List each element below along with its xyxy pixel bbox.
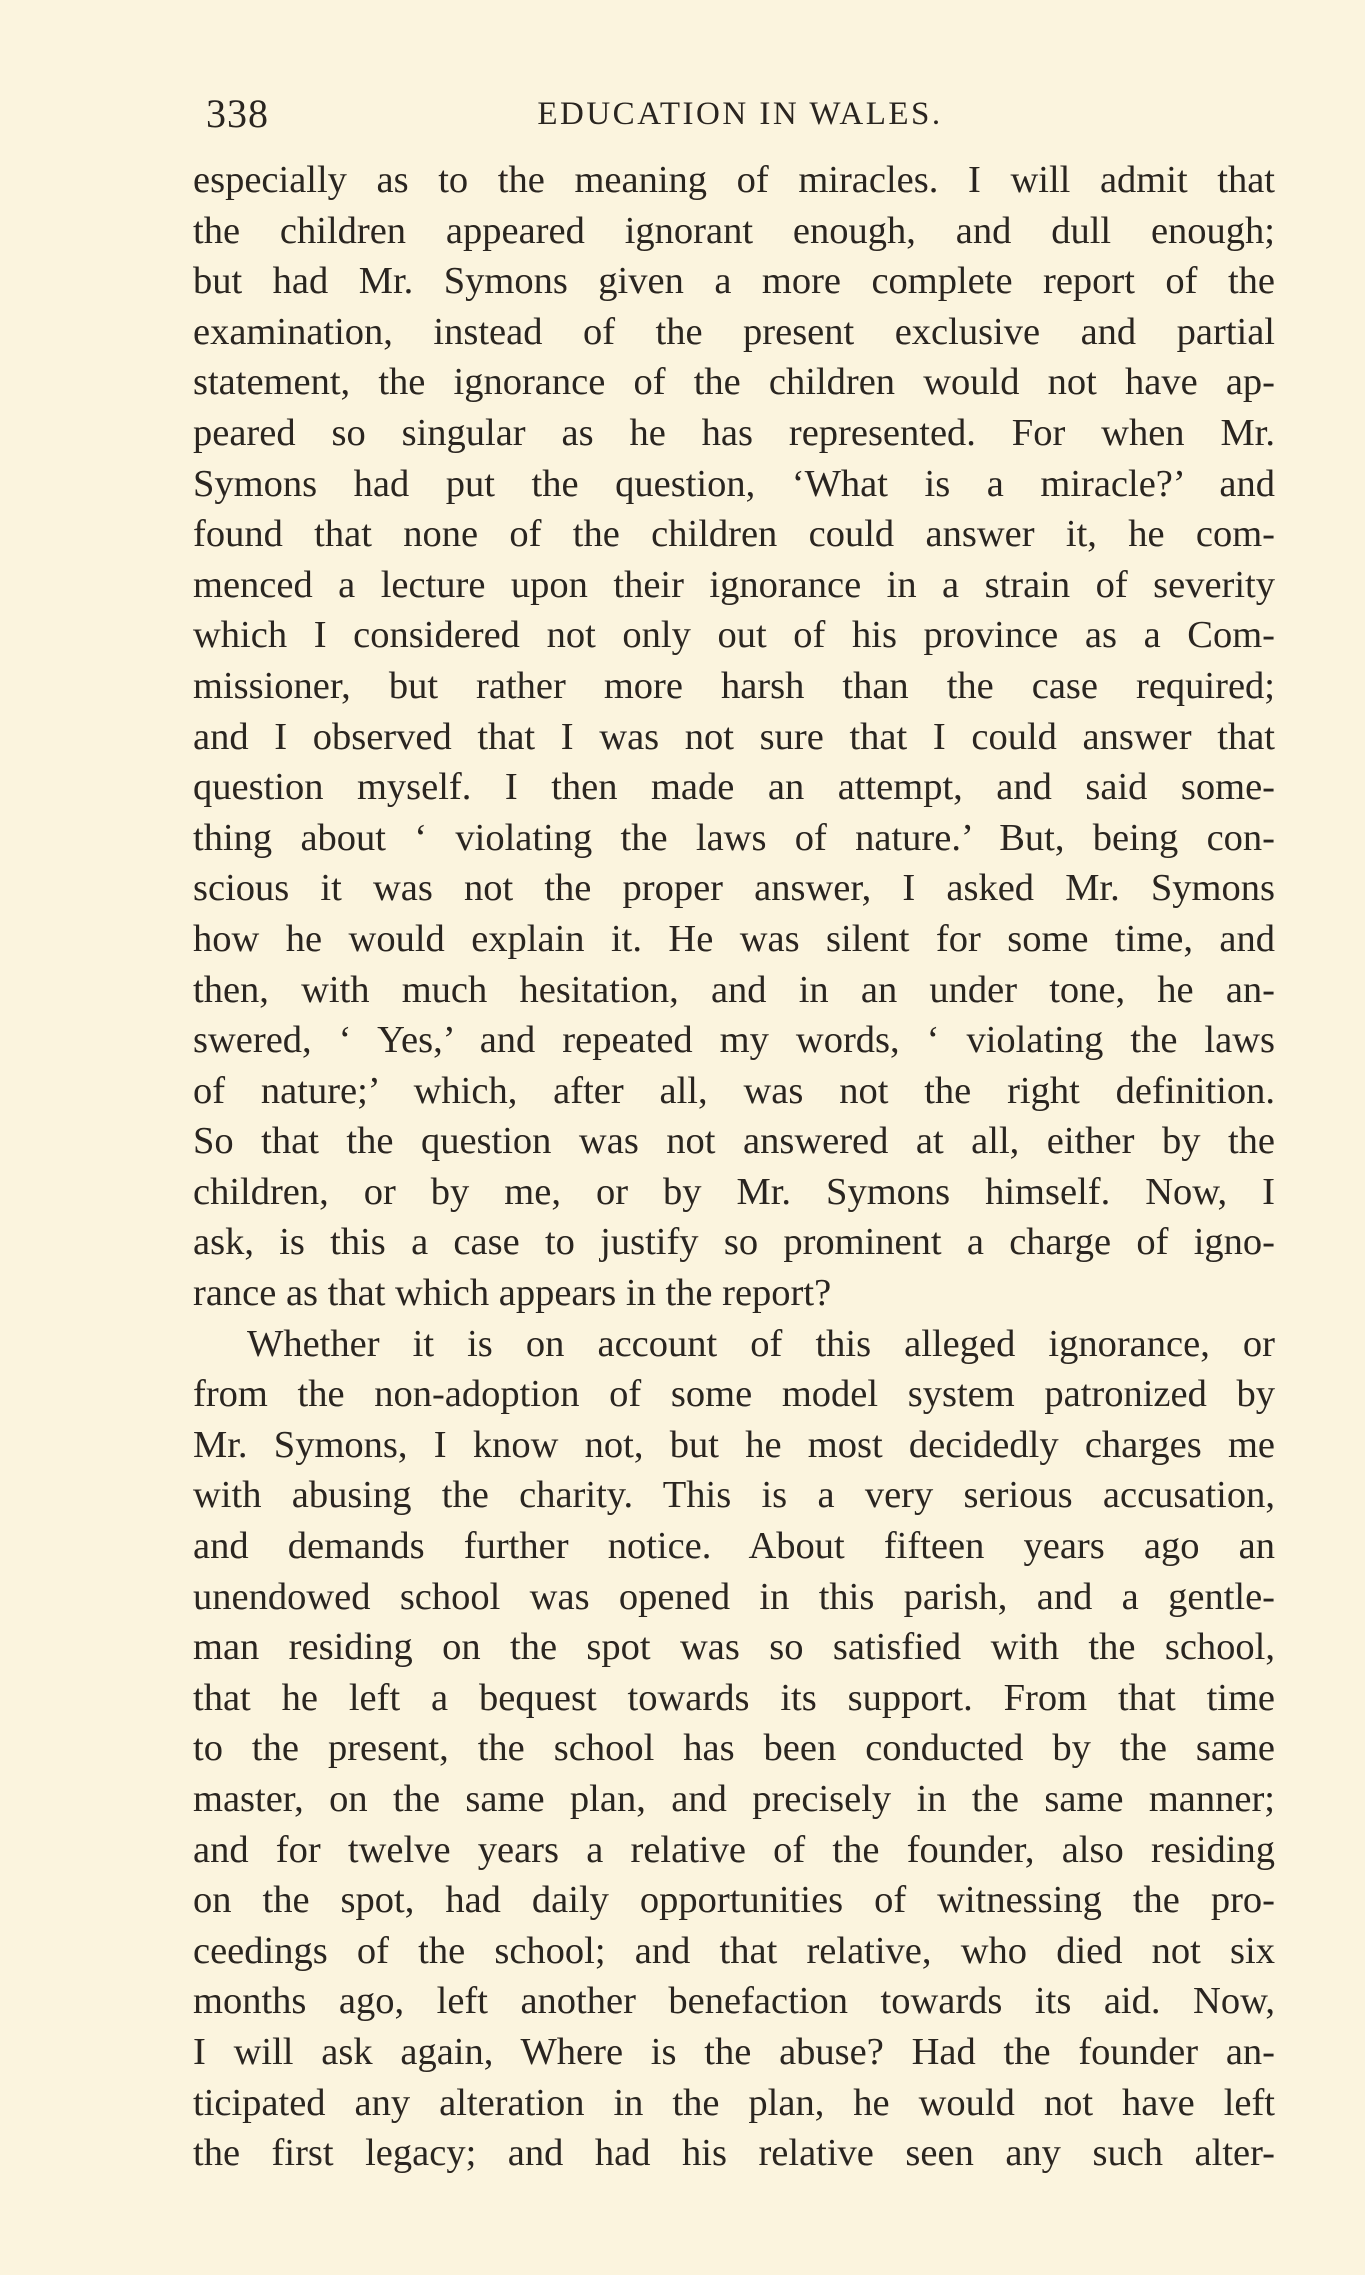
text-line: swered, ‘ Yes,’ and repeated my words, ‘ violating the laws (193, 1019, 1275, 1062)
text-line: of nature;’ which, after all, was not the right definition. (193, 1069, 1275, 1112)
text-line: ticipated any alteration in the plan, he would not have left (193, 2081, 1275, 2124)
text-line: I will ask again, Where is the abuse? Had the founder an- (193, 2030, 1275, 2073)
text-line: Symons had put the question, ‘What is a miracle?’ and (193, 462, 1275, 505)
text-line: and I observed that I was not sure that I could answer that (193, 715, 1275, 758)
text-line: how he would explain it. He was silent for some time, and (193, 917, 1275, 960)
text-line: master, on the same plan, and precisely in the same manner; (193, 1778, 1275, 1820)
text-line: the children appeared ignorant enough, and dull enough; (193, 209, 1275, 252)
text-line: but had Mr. Symons given a more complete report of the (193, 260, 1275, 303)
text-line: which I considered not only out of his province as a Com- (193, 614, 1275, 657)
page-number: 338 (206, 91, 269, 136)
text-line: from the non-adoption of some model system patronized by (193, 1373, 1275, 1416)
text-line: then, with much hesitation, and in an under tone, he an- (193, 968, 1275, 1011)
text-line: Mr. Symons, I know not, but he most decidedly charges me (193, 1423, 1275, 1466)
text-line: ask, is this a case to justify so prominent a charge of igno- (193, 1221, 1275, 1264)
text-line: question myself. I then made an attempt, and said some- (193, 766, 1275, 809)
text-line: missioner, but rather more harsh than the case required; (193, 664, 1275, 707)
text-line: menced a lecture upon their ignorance in a strain of severity (193, 563, 1275, 606)
text-line: and for twelve years a relative of the founder, also residing (193, 1828, 1275, 1871)
text-line: examination, instead of the present exclusive and partial (193, 310, 1275, 353)
text-line: man residing on the spot was so satisfied with the school, (193, 1626, 1275, 1669)
body-text (193, 155, 1275, 2179)
text-line: thing about ‘ violating the laws of nature.’ But, being con- (193, 816, 1275, 859)
text-line: ceedings of the school; and that relative, who died not six (193, 1929, 1275, 1972)
text-line: scious it was not the proper answer, I asked Mr. Symons (193, 867, 1275, 910)
text-line: statement, the ignorance of the children would not have ap- (193, 361, 1275, 404)
text-line: months ago, left another benefaction towards its aid. Now, (193, 1980, 1275, 2023)
text-line: with abusing the charity. This is a very serious accusation, (193, 1474, 1275, 1517)
running-head (206, 86, 1274, 142)
text-line: on the spot, had daily opportunities of witnessing the pro- (193, 1879, 1275, 1922)
text-line: peared so singular as he has represented. For when Mr. (193, 411, 1275, 454)
running-title: EDUCATION IN WALES. (537, 96, 943, 132)
text-line: children, or by me, or by Mr. Symons himself. Now, I (193, 1170, 1275, 1213)
text-line: that he left a bequest towards its support. From that time (193, 1676, 1275, 1719)
text-line: and demands further notice. About fifteen years ago an (193, 1525, 1275, 1568)
text-line: the first legacy; and had his relative seen any such alter- (193, 2132, 1275, 2175)
text-line: unendowed school was opened in this parish, and a gentle- (193, 1575, 1275, 1618)
text-line: So that the question was not answered at all, either by the (193, 1120, 1275, 1163)
text-line: found that none of the children could answer it, he com- (193, 513, 1275, 556)
text-line: Whether it is on account of this alleged ignorance, or (247, 1322, 1275, 1365)
text-line: especially as to the meaning of miracles. I will admit that (193, 159, 1275, 201)
text-line: rance as that which appears in the report? (193, 1272, 832, 1315)
text-line: to the present, the school has been conducted by the same (193, 1727, 1275, 1770)
